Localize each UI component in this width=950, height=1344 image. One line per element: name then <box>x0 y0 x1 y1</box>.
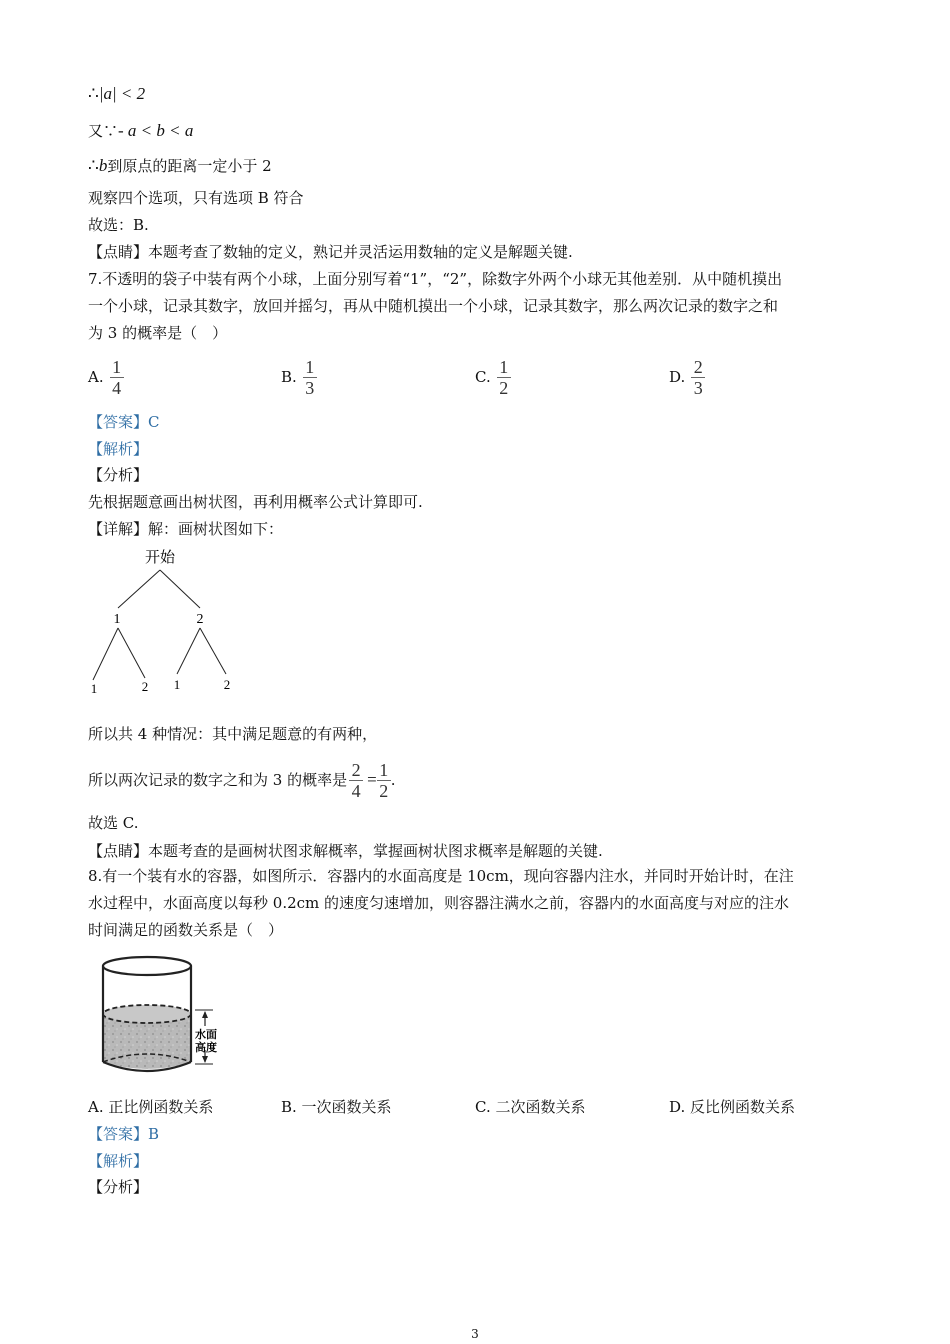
q7-fenxi-tag: 【分析】 <box>88 466 149 484</box>
q8-answer: 【答案】B <box>88 1125 160 1143</box>
tree-diagram <box>80 540 250 700</box>
fraction: $\frac{1}{2}$ <box>497 357 511 398</box>
page-number: 3 <box>471 1327 479 1341</box>
q7-option-a: A. $\frac{1}{4}$ <box>88 352 124 402</box>
tree-root: 开始 <box>144 550 176 566</box>
tree-l2-node-1: 1 <box>90 681 98 696</box>
q7-comment: 【点睛】本题考查的是画树状图求解概率，掌握画树状图求概率是解题的关键. <box>88 842 603 860</box>
q8-fenxi-tag: 【分析】 <box>88 1178 149 1196</box>
q7-conclusion: 故选 C. <box>88 814 139 832</box>
figure-label-height: 高度 <box>195 1042 217 1054</box>
line-observe: 观察四个选项，只有选项 B 符合 <box>88 189 304 207</box>
tree-l2-node-4: 2 <box>223 677 231 692</box>
q8-analysis-tag: 【解析】 <box>88 1152 149 1170</box>
water-surface <box>103 1005 191 1023</box>
line-abs-a: ∴|a| < 2 <box>88 84 146 103</box>
tree-l1-node-2: 2 <box>196 612 204 627</box>
line-choose-b: 故选：B. <box>88 216 149 234</box>
fraction: $\frac{1}{3}$ <box>303 357 317 398</box>
fraction: $\frac{1}{4}$ <box>110 357 124 398</box>
fraction: $\frac{1}{2}$ <box>377 760 391 801</box>
figure-label-water: 水面 <box>195 1029 217 1041</box>
line-comment-6: 【点睛】本题考查了数轴的定义，熟记并灵活运用数轴的定义是解题关键. <box>88 243 573 261</box>
fraction: $\frac{2}{3}$ <box>691 357 705 398</box>
q8-stem-line-3: 时间满足的函数关系是（ ） <box>88 921 284 939</box>
q7-stem-line-2: 一个小球，记录其数字，放回并摇匀，再从中随机摸出一个小球，记录其数字，那么两次记录的数字之和 <box>88 297 779 315</box>
q7-analysis-tag: 【解析】 <box>88 440 149 458</box>
container-top <box>103 957 191 975</box>
tree-l2-node-2: 2 <box>141 679 149 694</box>
line-inequality: 又∵- a < b < a <box>88 121 194 140</box>
tree-l2-node-3: 1 <box>173 677 181 692</box>
q7-fenxi-text: 先根据题意画出树状图，再利用概率公式计算即可. <box>88 493 423 511</box>
q7-option-d: D. $\frac{2}{3}$ <box>669 352 705 402</box>
q8-stem-line-2: 水过程中，水面高度以每秒 0.2cm 的速度匀速增加，则容器注满水之前，容器内的水面高度与对应的注水 <box>88 894 790 912</box>
q7-option-c: C. $\frac{1}{2}$ <box>475 352 511 402</box>
q7-answer: 【答案】C <box>88 413 160 431</box>
line-b-distance: ∴b到原点的距离一定小于 2 <box>88 156 272 175</box>
q7-stem-line-3: 为 3 的概率是（ ） <box>88 324 228 342</box>
q8-option-a: A. 正比例函数关系 <box>88 1098 214 1116</box>
q8-option-b: B. 一次函数关系 <box>281 1098 392 1116</box>
q7-cases: 所以共 4 种情况：其中满足题意的有两种， <box>88 725 378 743</box>
tree-l1-node-1: 1 <box>113 612 121 627</box>
water-container-figure <box>95 952 255 1082</box>
q8-option-d: D. 反比例函数关系 <box>669 1098 796 1116</box>
q7-detail: 【详解】解：画树状图如下： <box>88 520 284 538</box>
q7-stem-line-1: 7.不透明的袋子中装有两个小球，上面分别写着“1”，“2”，除数字外两个小球无其他差别．从中随机摸出 <box>88 270 783 288</box>
q7-option-b: B. $\frac{1}{3}$ <box>281 352 317 402</box>
q7-probability-line: 所以两次记录的数字之和为 3 的概率是 $\frac{2}{4}$ = $\frac{1}{2}$ . <box>88 759 396 801</box>
q8-stem-line-1: 8.有一个装有水的容器，如图所示．容器内的水面高度是 10cm，现向容器内注水，并同时开始计时，在注 <box>88 867 794 885</box>
fraction: $\frac{2}{4}$ <box>349 760 363 801</box>
q8-option-c: C. 二次函数关系 <box>475 1098 586 1116</box>
